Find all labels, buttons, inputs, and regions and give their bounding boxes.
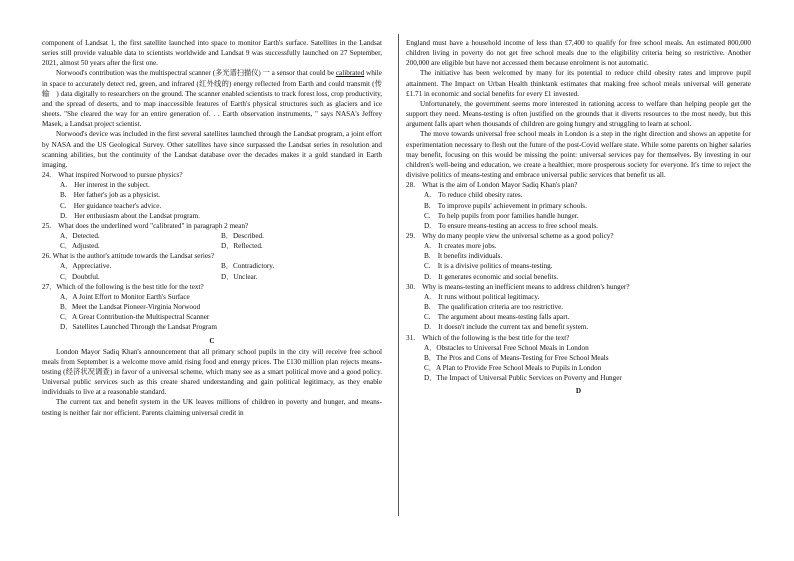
passage-c-paragraph-3: The initiative has been welcomed by many for its potential to reduce child obesity rates and improve pupil attainment. The Impact on Urban Health thinktank estimates that making free school meals universal will generate £1.71 in economic and social benefits for every £1 invested. — [406, 69, 751, 98]
passage-b-paragraph-2 — [42, 68, 390, 129]
question-27-stem: 27．Which of the following is the best title for the text? — [42, 282, 204, 291]
question-28-option-a[interactable]: A. To reduce child obesity rates. — [424, 191, 523, 200]
left-column — [42, 38, 390, 418]
passage-c-paragraph-2-end: England must have a household income of less than £7,400 to qualify for free school meals. An estimated 800,000 children living in poverty do not get free school meals due to the eligibility criteria being so restrictive. Another 200,000 are eligible but have not accessed them because enrolment is not automatic. — [406, 39, 751, 68]
passage-c-paragraph-5: The move towards universal free school meals in London is a step in the right direction and shows an appetite for experimentation necessary to flesh out the future of the post-Covid welfare state. While some parents on higher salaries may benefit, focusing on this would be missing the point: universal services pay for themselves. By investing in our children's well-being and education, we create a healthier, more prosperous society for everyone. It's time to reject the divisive politics of means-testing and embrace universal public services that benefit us all. — [406, 130, 751, 180]
section-c-heading: C — [209, 336, 215, 345]
question-29-option-d[interactable]: D. It generates economic and social benefits. — [424, 272, 559, 281]
passage-b-paragraph-1: component of Landsat 1, the first satellite launched into space to monitor Earth's surface. Satellites in the Landsat series still provide valuable data to scientists worldwide and Landsat 9 was successfully launched on 27 September, 2021, almost 50 years after the first one. — [42, 39, 382, 68]
question-29-option-b[interactable]: B. It benefits individuals. — [424, 252, 503, 261]
paragraph-text: Norwood's contribution was the multispectral scanner (多光谱扫描仪) 一 a sensor that could be — [56, 69, 336, 78]
question-25-option-a[interactable]: A．Detected. — [60, 231, 100, 240]
question-25-option-b[interactable]: B．Described. — [221, 231, 264, 240]
question-26-option-b[interactable]: B．Contradictory. — [221, 262, 275, 271]
question-24-option-b[interactable]: B. Her father's job as a physicist. — [60, 191, 161, 200]
question-25-options-row-1 — [42, 231, 382, 241]
question-27-option-a[interactable]: A．A Joint Effort to Monitor Earth's Surface — [60, 292, 190, 301]
question-29-option-c[interactable]: C. It is a divisive politics of means-testing. — [424, 262, 553, 271]
passage-c-paragraph-1: London Mayor Sadiq Khan's announcement that all primary school pupils in the city will receive free school meals from September is a welcome move amid rising food and energy prices. The £130 million plan rejects means-testing (经济状况调查) in favor of a universal scheme, which many see as a smart political move and a good policy. Universal public services such as this create shared understanding and gain political legitimacy, as they enable individuals to live at a reasonable standard. — [42, 347, 382, 397]
question-27-option-d[interactable]: D．Satellites Launched Through the Landsat Program — [60, 323, 217, 332]
question-26-option-a[interactable]: A．Appreciative. — [60, 262, 112, 271]
question-30-option-d[interactable]: D. It doesn't include the current tax and benefit system. — [424, 323, 589, 332]
section-d-heading: D — [575, 387, 582, 396]
passage-c-paragraph-2-start: The current tax and benefit system in the UK leaves millions of children in poverty and hunger, and means-testing is neither fair nor efficient. Parents claiming universal credit in — [42, 398, 382, 417]
column-divider — [398, 34, 399, 516]
question-29-option-a[interactable]: A. It creates more jobs. — [424, 242, 497, 251]
question-28-option-c[interactable]: C. To help pupils from poor families handle hunger. — [424, 211, 579, 220]
question-27-option-b[interactable]: B．Meet the Landsat Pioneer-Virginia Norwood — [60, 303, 201, 312]
question-26-stem: 26. What is the author's attitude towards the Landsat series? — [42, 252, 215, 261]
question-27-option-c[interactable]: C．A Great Contribution-the Multispectral Scanner — [60, 313, 210, 322]
question-24-option-d[interactable]: D. Her enthusiasm about the Landsat program. — [60, 211, 200, 220]
underlined-word: calibrated — [335, 69, 365, 78]
question-26-options-row-2 — [42, 272, 382, 282]
question-31-stem: 31. Which of the following is the best title for the text? — [406, 333, 570, 342]
passage-c-paragraph-4: Unfortunately, the government seems more interested in rationing access to welfare than helping people get the support they need. Means-testing is often justified on the grounds that it diverts resources to the most needy, but this argument falls apart when thousands of children are going hungry and struggling to learn at school. — [406, 99, 751, 129]
question-29-stem: 29. Why do many people view the universal scheme as a good policy? — [406, 231, 614, 240]
right-column — [406, 38, 751, 397]
question-24-stem: 24. What inspired Norwood to pursue physics? — [42, 171, 183, 180]
question-31-option-b[interactable]: B．The Pros and Cons of Means-Testing for Free School Meals — [424, 353, 609, 362]
question-28-stem: 28. What is the aim of London Mayor Sadiq Khan's plan? — [406, 181, 578, 190]
question-28-option-d[interactable]: D. To ensure means-testing an access to free school meals. — [424, 221, 598, 230]
question-30-option-c[interactable]: C. The argument about means-testing falls apart. — [424, 313, 570, 322]
question-26-option-d[interactable]: D．Unclear. — [221, 272, 258, 281]
question-26-options-row-1 — [42, 261, 382, 271]
question-25-stem: 25. What does the underlined word "calibrated" in paragraph 2 mean? — [42, 221, 249, 230]
question-30-option-a[interactable]: A. It runs without political legitimacy. — [424, 292, 540, 301]
question-25-option-c[interactable]: C．Adjusted. — [60, 242, 100, 251]
question-25-options-row-2 — [42, 241, 382, 251]
question-30-stem: 30. Why is means-testing an inefficient means to address children's hunger? — [406, 282, 630, 291]
question-24-option-c[interactable]: C. Her guidance teacher's advice. — [60, 201, 162, 210]
question-25-option-d[interactable]: D．Reflected. — [221, 242, 263, 251]
question-28-option-b[interactable]: B. To improve pupils' achievement in primary schools. — [424, 201, 587, 210]
question-31-option-a[interactable]: A．Obstacles to Universal Free School Meals in London — [424, 343, 589, 352]
question-30-option-b[interactable]: B. The qualification criteria are too restrictive. — [424, 303, 564, 312]
question-31-option-c[interactable]: C．A Plan to Provide Free School Meals to Pupils in London — [424, 364, 602, 372]
question-31-option-d[interactable]: D．The Impact of Universal Public Services on Poverty and Hunger — [424, 374, 622, 383]
question-24-option-a[interactable]: A. Her interest in the subject. — [60, 181, 150, 190]
paragraph-text: while in space to accurately detect red, green, and infrared (红外线的) energy reflected from Earth and could transmit (传 输 ) data digitally to researchers on the ground. The scanner enabled scientists to track forest loss, crop productivity, and the spread of deserts, and to map inaccessible features of Earth's physical structures such as glaciers and ice sheets. "She cleared the way for an entire generation of. . . Earth observation instruments, " says NASA's Jeffrey Masek, a Landsat project scientist. — [42, 69, 390, 129]
passage-b-paragraph-3: Norwood's device was included in the first several satellites launched through the Landsat program, a joint effort by NASA and the US Geological Survey. Other satellites have since surpassed the Landsat series in resolution and scanning abilities, but the continuity of the Landsat database over the decades makes it a gold standard in Earth imaging. — [42, 130, 382, 169]
question-26-option-c[interactable]: C．Doubtful. — [60, 272, 100, 281]
